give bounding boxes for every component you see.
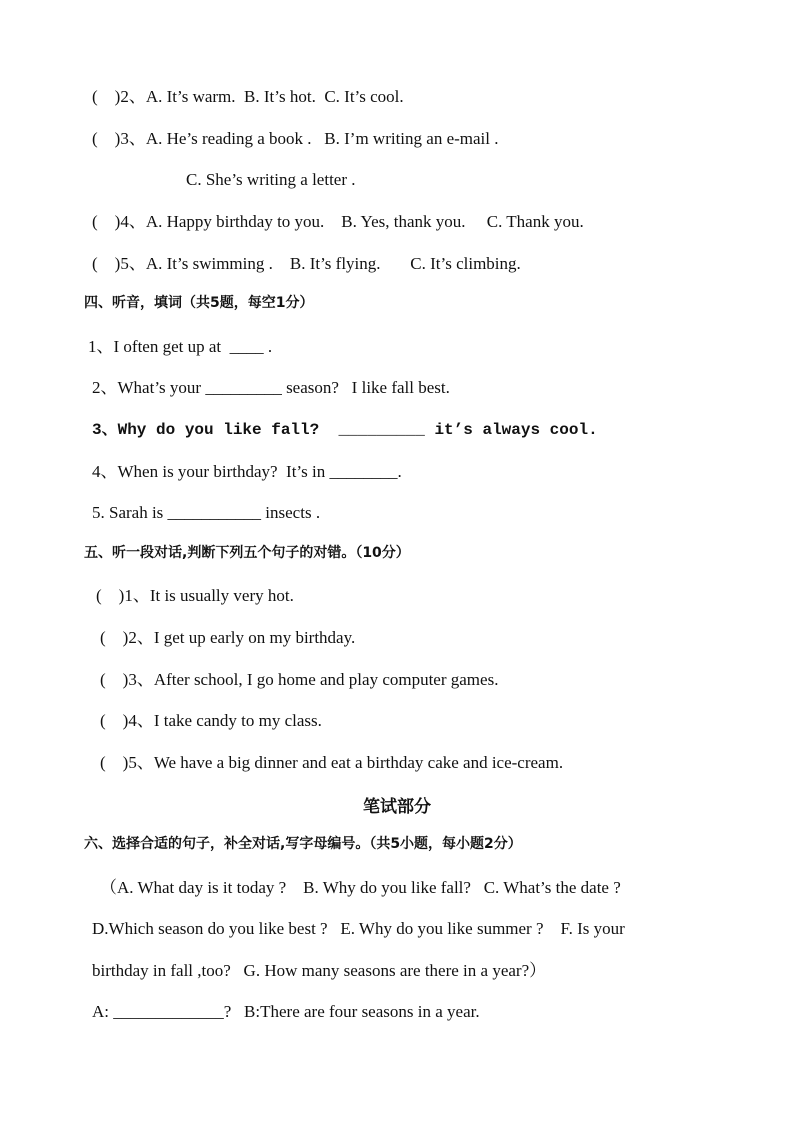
written-part-title: 笔试部分 bbox=[363, 797, 431, 817]
section4-item-5: 5. Sarah is ___________ insects . bbox=[92, 503, 321, 522]
section3-item-5: ( )5、A. It’s swimming . B. It’s flying. C. It’s climbing. bbox=[92, 254, 521, 273]
section3-item-3: ( )3、A. He’s reading a book . B. I’m writing an e-mail . bbox=[92, 129, 499, 148]
section5-item-2: ( )2、I get up early on my birthday. bbox=[100, 628, 356, 647]
section5-item-5: ( )5、We have a big dinner and eat a birthday cake and ice-cream. bbox=[100, 753, 564, 772]
section4-item-2: 2、What’s your _________ season? I like fall best. bbox=[92, 378, 450, 397]
section5-item-3: ( )3、After school, I go home and play computer games. bbox=[100, 670, 499, 689]
section3-item-2: ( )2、A. It’s warm. B. It’s hot. C. It’s cool. bbox=[92, 87, 404, 106]
section3-item-3-option-c: C. She’s writing a letter . bbox=[186, 170, 356, 189]
section5-item-4: ( )4、I take candy to my class. bbox=[100, 711, 322, 730]
section4-item-1: 1、I often get up at ____ . bbox=[88, 337, 273, 356]
section5-heading: 五、听一段对话,判断下列五个句子的对错。（10分） bbox=[84, 545, 410, 561]
section6-options-line-3: birthday in fall ,too? G. How many seasons are there in a year?） bbox=[92, 961, 547, 980]
section4-item-4: 4、When is your birthday? It’s in ________. bbox=[92, 462, 402, 481]
section5-item-1: ( )1、It is usually very hot. bbox=[96, 586, 294, 605]
section3-item-4: ( )4、A. Happy birthday to you. B. Yes, thank you. C. Thank you. bbox=[92, 212, 584, 231]
section6-options-line-2: D.Which season do you like best ? E. Why do you like summer ? F. Is your bbox=[92, 919, 625, 938]
section6-heading: 六、选择合适的句子，补全对话,写字母编号。（共5小题，每小题2分） bbox=[84, 836, 522, 852]
section4-item-3: 3、Why do you like fall? _________ it’s always cool. bbox=[92, 421, 598, 439]
section6-options-line-1: （A. What day is it today ? B. Why do you like fall? C. What’s the date ? bbox=[100, 878, 621, 897]
section6-dialogue-line-1: A: _____________? B:There are four seasons in a year. bbox=[92, 1002, 480, 1021]
section4-heading: 四、听音，填词（共5题，每空1分） bbox=[84, 295, 314, 311]
